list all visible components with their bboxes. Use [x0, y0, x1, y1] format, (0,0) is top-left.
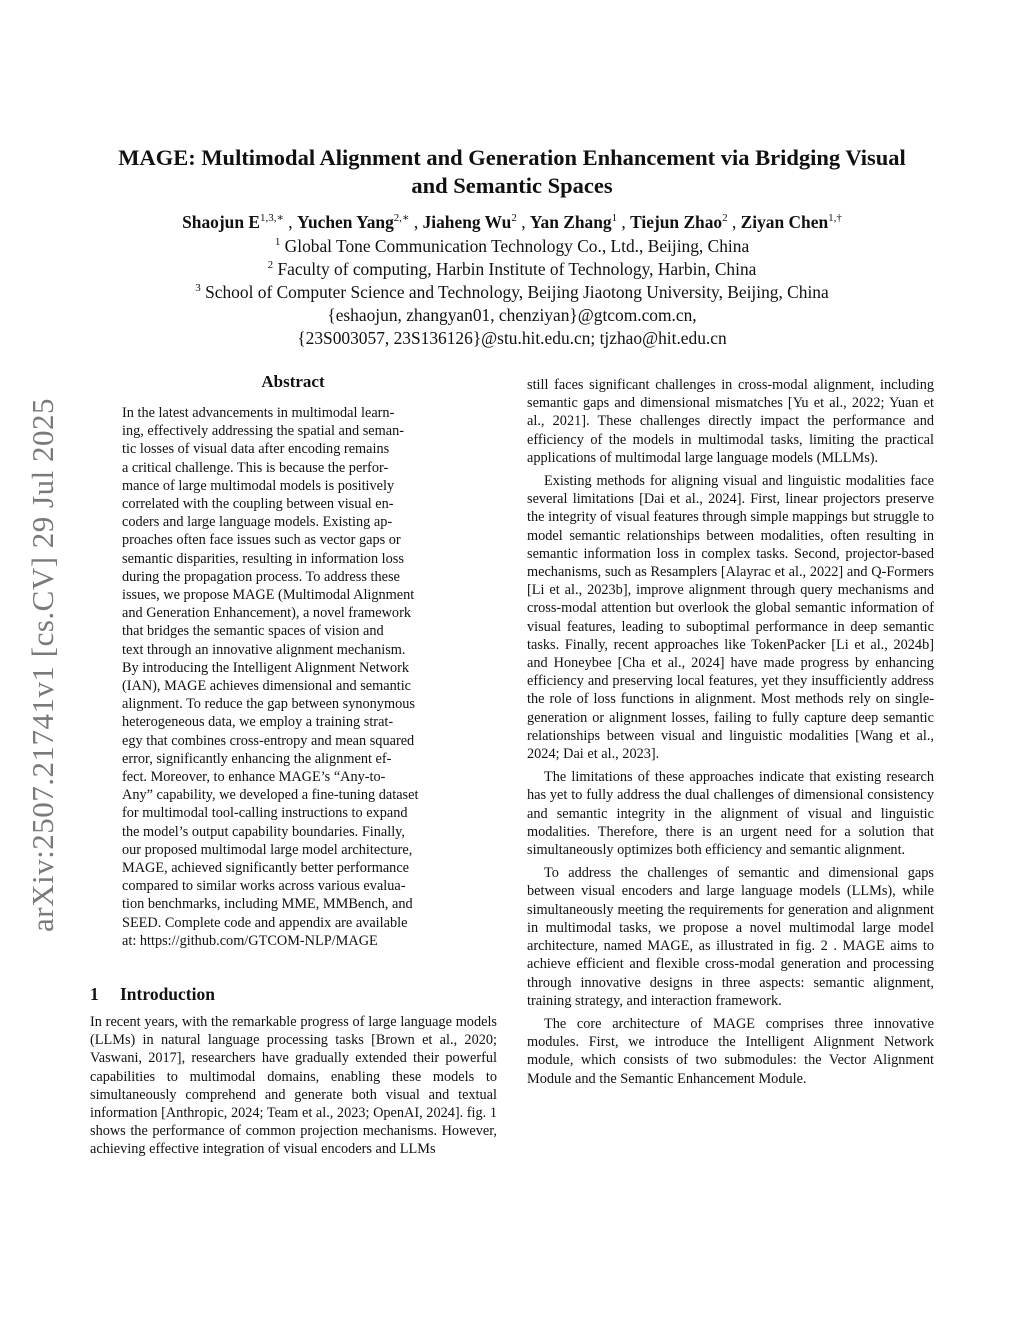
introduction-body — [90, 1013, 497, 1159]
abstract-line: By introducing the Intelligent Alignment Network — [122, 659, 410, 676]
affiliation-3 — [60, 281, 964, 303]
abstract-line: proaches often face issues such as vector gaps or — [122, 532, 401, 549]
author-name: Yan Zhang — [529, 212, 612, 232]
abstract-line: compared to similar works across various evalua- — [122, 878, 406, 895]
abstract-line: (IAN), MAGE achieves dimensional and semantic — [122, 678, 412, 695]
abstract-body — [122, 404, 464, 950]
paragraph-continuation: still faces significant challenges in cross-modal alignment, including semantic gaps and dimensional mismatches [Yu et al., 2022; Yuan et al., 2021]. These challenges directly impact the performance and efficiency of the models in multimodal tasks, limiting the practical applications of multimodal large language models (MLLMs). — [527, 377, 934, 466]
abstract-line: semantic disparities, resulting in information loss — [122, 550, 404, 567]
affiliation-marker: 3 — [195, 282, 201, 294]
abstract-line: alignment. To reduce the gap between synonymous — [122, 696, 415, 713]
author-superscript: 2 — [511, 212, 517, 224]
abstract-line: that bridges the semantic spaces of vision and — [122, 623, 384, 640]
author-superscript: 1,3,∗ — [259, 212, 284, 224]
section-heading-introduction — [90, 984, 215, 1005]
author-name: Shaojun E — [182, 212, 260, 232]
author-superscript: 2 — [722, 212, 728, 224]
right-column-body — [527, 376, 934, 1088]
abstract-line: MAGE, achieved significantly better performance — [122, 860, 410, 877]
affiliation-marker: 2 — [267, 259, 274, 271]
paragraph-existing-methods: Existing methods for aligning visual and linguistic modalities face several limitations [Dai et al., 2024]. First, linear projectors preserve the integrity of visual features through simple mappings but struggle to model semantic relationships between modalities, often resulting in semantic information loss in complex tasks. Second, projector-based mechanisms, such as Resamplers [Alayrac et al., 2022] and Q-Formers [Li et al., 2023b], improve alignment through query mechanisms and cross-modal attention but overlook the global semantic information of visual features, leading to suboptimal performance in deep semantic tasks. Finally, recent approaches like TokenPacker [Li et al., 2024b] and Honeybee [Cha et al., 2024] have made progress by enhancing efficiency and preserving local features, yet they insufficiently address the role of loss functions in alignment. Most methods rely on single-generation or alignment losses, failing to fully capture deep semantic relationships between visual and linguistic modalities [Wang et al., 2024; Dai et al., 2023]. — [527, 473, 934, 763]
affiliation-text: Faculty of computing, Harbin Institute of Technology, Harbin, China — [273, 259, 757, 279]
affiliation-1 — [60, 235, 964, 257]
abstract-line: correlated with the coupling between visual en- — [122, 496, 394, 513]
abstract-line: SEED. Complete code and appendix are available — [122, 914, 408, 931]
abstract-heading: Abstract — [261, 372, 325, 391]
abstract-line: tic losses of visual data after encoding remains — [122, 441, 390, 458]
abstract-line: and Generation Enhancement), a novel framework — [122, 605, 411, 622]
abstract-line: during the propagation process. To address these — [122, 568, 400, 585]
abstract-line: In the latest advancements in multimodal learn- — [122, 405, 395, 421]
affiliation-2 — [60, 258, 964, 280]
arxiv-identifier-stamp: arXiv:2507.21741v1 [cs.CV] 29 Jul 2025 — [25, 398, 60, 932]
author-superscript: 1,† — [828, 212, 842, 224]
affiliation-marker: 1 — [274, 236, 281, 248]
affiliation-text: School of Computer Science and Technology, Beijing Jiaotong University, Beijing, China — [200, 282, 829, 302]
abstract-line: error, significantly enhancing the alignment ef- — [122, 750, 392, 767]
abstract-line: heterogeneous data, we employ a training strat- — [122, 714, 394, 731]
author-name: Jiaheng Wu — [422, 212, 512, 232]
abstract-line: our proposed multimodal large model architecture, — [122, 841, 413, 858]
abstract-line: fect. Moreover, to enhance MAGE’s “Any-to- — [122, 769, 386, 786]
abstract-line: a critical challenge. This is because the perfor- — [122, 459, 389, 476]
paper-title — [80, 144, 944, 200]
abstract-line: ing, effectively addressing the spatial and seman- — [122, 423, 405, 440]
title-line-2: and Semantic Spaces — [411, 173, 613, 198]
abstract-line: at: https://github.com/GTCOM-NLP/MAGE — [122, 932, 378, 949]
abstract-line: coders and large language models. Existing ap- — [122, 514, 393, 531]
paragraph-proposal: To address the challenges of semantic and dimensional gaps between visual encoders and large language models (LLMs), while simultaneously meeting the requirements for generation and alignment in multimodal tasks, we propose a novel multimodal large model architecture, named MAGE, as illustrated in fig. 2 . MAGE aims to achieve efficient and flexible cross-modal generation and processing through innovative designs in three aspects: semantic alignment, training strategy, and interaction framework. — [527, 865, 934, 1009]
author-superscript: 2,∗ — [393, 212, 410, 224]
author-list: Shaojun $E^{1,3,∗}$ , Yuchen Yang$^{2,∗}$ , Jiaheng Wu$^2$ , Yan Zhang$^1$ , Tiejun Zhao$^2$ , Ziyan Chen$^{1,\dagger}$ — [182, 212, 842, 232]
email-line-1: {eshaojun, zhangyan01, chenziyan}@gtcom.com.cn, — [327, 305, 697, 325]
paragraph-core-architecture: The core architecture of MAGE comprises three innovative modules. First, we introduce the Intelligent Alignment Network module, which consists of two submodules: the Vector Alignment Module and the Semantic Enhancement Module. — [527, 1015, 934, 1087]
email-line-2: {23S003057, 23S136126}@stu.hit.edu.cn; tjzhao@hit.edu.cn — [297, 328, 727, 348]
abstract-line: issues, we propose MAGE (Multimodal Alignment — [122, 587, 415, 604]
abstract-line: for multimodal tool-calling instructions to expand — [122, 805, 408, 822]
intro-paragraph: In recent years, with the remarkable progress of large language models (LLMs) in natural language processing tasks [Brown et al., 2020; Vaswani, 2017], researchers have gradually extended their powerful capabilities to multimodal domains, enabling these models to simultaneously comprehend and generate both visual and textual information [Anthropic, 2024; Team et al., 2023; OpenAI, 2024]. fig. 1 shows the performance of common projection mechanisms. However, achieving effective integration of visual encoders and LLMs — [90, 1014, 497, 1158]
section-number: 1 — [90, 984, 99, 1004]
abstract-line: mance of large multimodal models is positively — [122, 477, 395, 494]
abstract-line: egy that combines cross-entropy and mean squared — [122, 732, 415, 749]
author-name: Ziyan Chen — [740, 212, 829, 232]
abstract-line: Any” capability, we developed a fine-tuning dataset — [122, 787, 419, 804]
affiliation-text: Global Tone Communication Technology Co., Ltd., Beijing, China — [280, 236, 750, 256]
author-superscript: 1 — [611, 212, 618, 224]
section-title: Introduction — [120, 984, 215, 1004]
title-line-1: MAGE: Multimodal Alignment and Generation Enhancement via Bridging Visual — [118, 145, 906, 170]
abstract-line: text through an innovative alignment mechanism. — [122, 641, 406, 658]
author-name: Yuchen Yang — [296, 212, 394, 232]
author-name: Tiejun Zhao — [630, 212, 723, 232]
paragraph-limitations: The limitations of these approaches indicate that existing research has yet to fully address the dual challenges of dimensional consistency and semantic integrity in the alignment of visual and linguistic modalities. Therefore, there is an urgent need for a solution that simultaneously optimizes both efficiency and semantic alignment. — [527, 769, 934, 859]
abstract-line: tion benchmarks, including MME, MMBench, and — [122, 896, 413, 913]
abstract-line: the model’s output capability boundaries. Finally, — [122, 823, 405, 840]
